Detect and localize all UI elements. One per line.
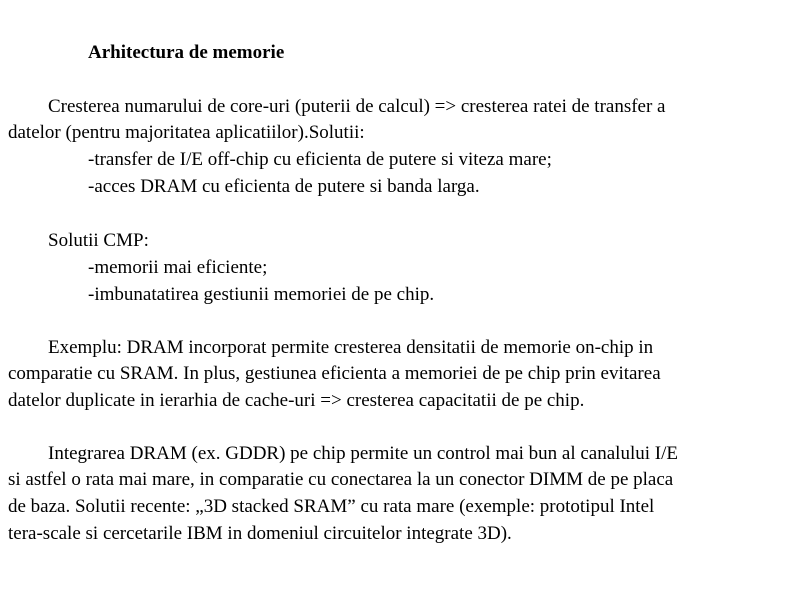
section3-line1: Exemplu: DRAM incorporat permite cresterea densitatii de memorie on-chip in — [48, 337, 654, 358]
section2-bullet2: -imbunatatirea gestiunii memoriei de pe chip. — [88, 284, 435, 305]
document-title: Arhitectura de memorie — [88, 42, 285, 63]
section3-line3: datelor duplicate in ierarhia de cache-uri => cresterea capacitatii de pe chip. — [8, 390, 585, 411]
section4-line2: si astfel o rata mai mare, in comparatie cu conectarea la un conector DIMM de pe placa — [8, 469, 674, 490]
section1-bullet1: -transfer de I/E off-chip cu eficienta de putere si viteza mare; — [88, 149, 552, 170]
section2-bullet1: -memorii mai eficiente; — [88, 257, 268, 278]
section1-line1: Cresterea numarului de core-uri (puterii de calcul) => cresterea ratei de transfer a — [48, 96, 666, 117]
section4-line1: Integrarea DRAM (ex. GDDR) pe chip permite un control mai bun al canalului I/E — [48, 443, 678, 464]
section4-line4: tera-scale si cercetarile IBM in domeniul circuitelor integrate 3D). — [8, 523, 512, 544]
section2-heading: Solutii CMP: — [48, 230, 149, 251]
section3-line2: comparatie cu SRAM. In plus, gestiunea eficienta a memoriei de pe chip prin evitarea — [8, 363, 661, 384]
section1-bullet2: -acces DRAM cu eficienta de putere si banda larga. — [88, 176, 480, 197]
section4-line3: de baza. Solutii recente: „3D stacked SRAM” cu rata mare (exemple: prototipul Intel — [8, 496, 655, 517]
section1-line2: datelor (pentru majoritatea aplicatiilor).Solutii: — [8, 122, 365, 143]
